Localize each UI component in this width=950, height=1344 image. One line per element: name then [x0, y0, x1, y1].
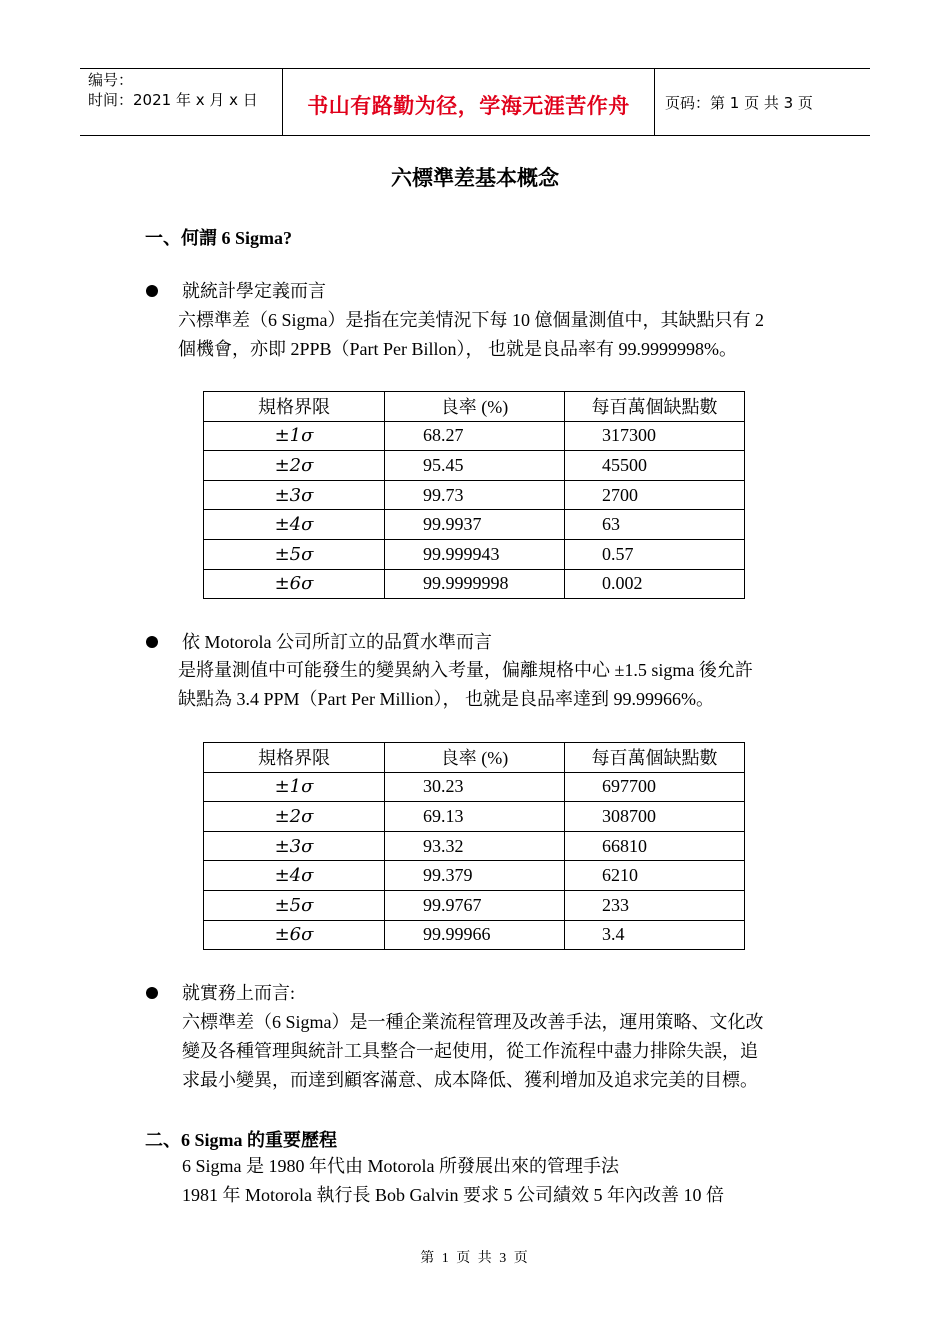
bullet-dot — [146, 987, 158, 999]
table-row — [204, 569, 745, 599]
spec-limit-cell: ±4σ — [204, 510, 385, 540]
yield-cell: 99.9767 — [385, 890, 565, 920]
table-row — [204, 510, 745, 540]
section-heading: 一、何謂 6 Sigma? — [145, 228, 293, 248]
bullet-title: 就統計學定義而言 — [182, 281, 326, 301]
spec-limit-cell: ±5σ — [204, 539, 385, 569]
spec-limit-cell: ±2σ — [204, 451, 385, 481]
spec-limit-cell: ±4σ — [204, 861, 385, 891]
bullet-title: 依 Motorola 公司所訂立的品質水準而言 — [182, 632, 492, 652]
table-header-cell: 規格界限 — [204, 743, 385, 773]
table-row — [204, 772, 745, 802]
table-row — [204, 802, 745, 832]
table-header-row — [204, 392, 745, 422]
header-page-info: 页码：第 1 页 共 3 页 — [665, 94, 813, 112]
dpmo-cell: 63 — [565, 510, 745, 540]
paragraph-line: 1981 年 Motorola 執行長 Bob Galvin 要求 5 公司績效 5 年內改善 10 倍 — [182, 1185, 724, 1205]
yield-cell: 93.32 — [385, 831, 565, 861]
dpmo-cell: 0.57 — [565, 539, 745, 569]
dpmo-cell: 308700 — [565, 802, 745, 832]
table-row — [204, 451, 745, 481]
dpmo-cell: 0.002 — [565, 569, 745, 599]
paragraph-line: 6 Sigma 是 1980 年代由 Motorola 所發展出來的管理手法 — [182, 1156, 619, 1176]
table-header-cell: 每百萬個缺點數 — [565, 743, 745, 773]
table-row — [204, 421, 745, 451]
yield-cell: 99.99966 — [385, 920, 565, 950]
dpmo-cell: 2700 — [565, 480, 745, 510]
paragraph-line: 個機會，亦即 2PPB（Part Per Billon）， 也就是良品率有 99.9999998%。 — [178, 339, 738, 359]
table-header-cell: 良率 (%) — [385, 743, 565, 773]
yield-cell: 99.9999998 — [385, 569, 565, 599]
table-row — [204, 831, 745, 861]
header-divider — [654, 68, 655, 136]
header-motto: 书山有路勤为径，学海无涯苦作舟 — [307, 94, 630, 118]
spec-limit-cell: ±3σ — [204, 480, 385, 510]
dpmo-cell: 66810 — [565, 831, 745, 861]
spec-limit-cell: ±6σ — [204, 920, 385, 950]
dpmo-cell: 6210 — [565, 861, 745, 891]
table-header-cell: 良率 (%) — [385, 392, 565, 422]
dpmo-cell: 3.4 — [565, 920, 745, 950]
yield-cell: 95.45 — [385, 451, 565, 481]
paragraph-line: 求最小變異，而達到顧客滿意、成本降低、獲利增加及追求完美的目標。 — [182, 1070, 758, 1090]
yield-cell: 99.999943 — [385, 539, 565, 569]
number-label: 编号： — [88, 71, 134, 89]
table-header-cell: 每百萬個缺點數 — [565, 392, 745, 422]
paragraph-line: 缺點為 3.4 PPM（Part Per Million）， 也就是良品率達到 99.99966%。 — [178, 689, 715, 709]
table-header-row — [204, 743, 745, 773]
spec-limit-cell: ±6σ — [204, 569, 385, 599]
table-row — [204, 861, 745, 891]
sigma-table-motorola — [203, 742, 745, 950]
spec-limit-cell: ±1σ — [204, 421, 385, 451]
spec-limit-cell: ±5σ — [204, 890, 385, 920]
table-row — [204, 920, 745, 950]
page-footer: 第 1 页 共 3 页 — [420, 1251, 530, 1266]
bullet-title: 就實務上而言: — [182, 983, 296, 1003]
paragraph-line: 六標準差（6 Sigma）是一種企業流程管理及改善手法，運用策略、文化改 — [182, 1012, 764, 1032]
sigma-table-statistical — [203, 391, 745, 599]
bullet-dot — [146, 636, 158, 648]
section-heading: 二、6 Sigma 的重要歷程 — [145, 1130, 338, 1150]
yield-cell: 99.379 — [385, 861, 565, 891]
dpmo-cell: 697700 — [565, 772, 745, 802]
table-header-cell: 規格界限 — [204, 392, 385, 422]
yield-cell: 30.23 — [385, 772, 565, 802]
table-row — [204, 890, 745, 920]
dpmo-cell: 233 — [565, 890, 745, 920]
dpmo-cell: 317300 — [565, 421, 745, 451]
spec-limit-cell: ±3σ — [204, 831, 385, 861]
header-info — [88, 70, 258, 110]
spec-limit-cell: ±1σ — [204, 772, 385, 802]
paragraph-line: 是將量測值中可能發生的變異納入考量，偏離規格中心 ±1.5 sigma 後允許 — [178, 660, 753, 680]
time-label: 时间：2021 年 x 月 x 日 — [88, 91, 258, 109]
dpmo-cell: 45500 — [565, 451, 745, 481]
header-top-rule — [80, 68, 870, 69]
yield-cell: 68.27 — [385, 421, 565, 451]
spec-limit-cell: ±2σ — [204, 802, 385, 832]
yield-cell: 99.73 — [385, 480, 565, 510]
yield-cell: 99.9937 — [385, 510, 565, 540]
yield-cell: 69.13 — [385, 802, 565, 832]
table-row — [204, 539, 745, 569]
table-row — [204, 480, 745, 510]
bullet-dot — [146, 285, 158, 297]
paragraph-line: 六標準差（6 Sigma）是指在完美情況下每 10 億個量測值中，其缺點只有 2 — [178, 310, 764, 330]
header-bottom-rule — [80, 135, 870, 136]
paragraph-line: 變及各種管理與統計工具整合一起使用，從工作流程中盡力排除失誤，追 — [182, 1041, 758, 1061]
document-title: 六標準差基本概念 — [391, 166, 559, 190]
